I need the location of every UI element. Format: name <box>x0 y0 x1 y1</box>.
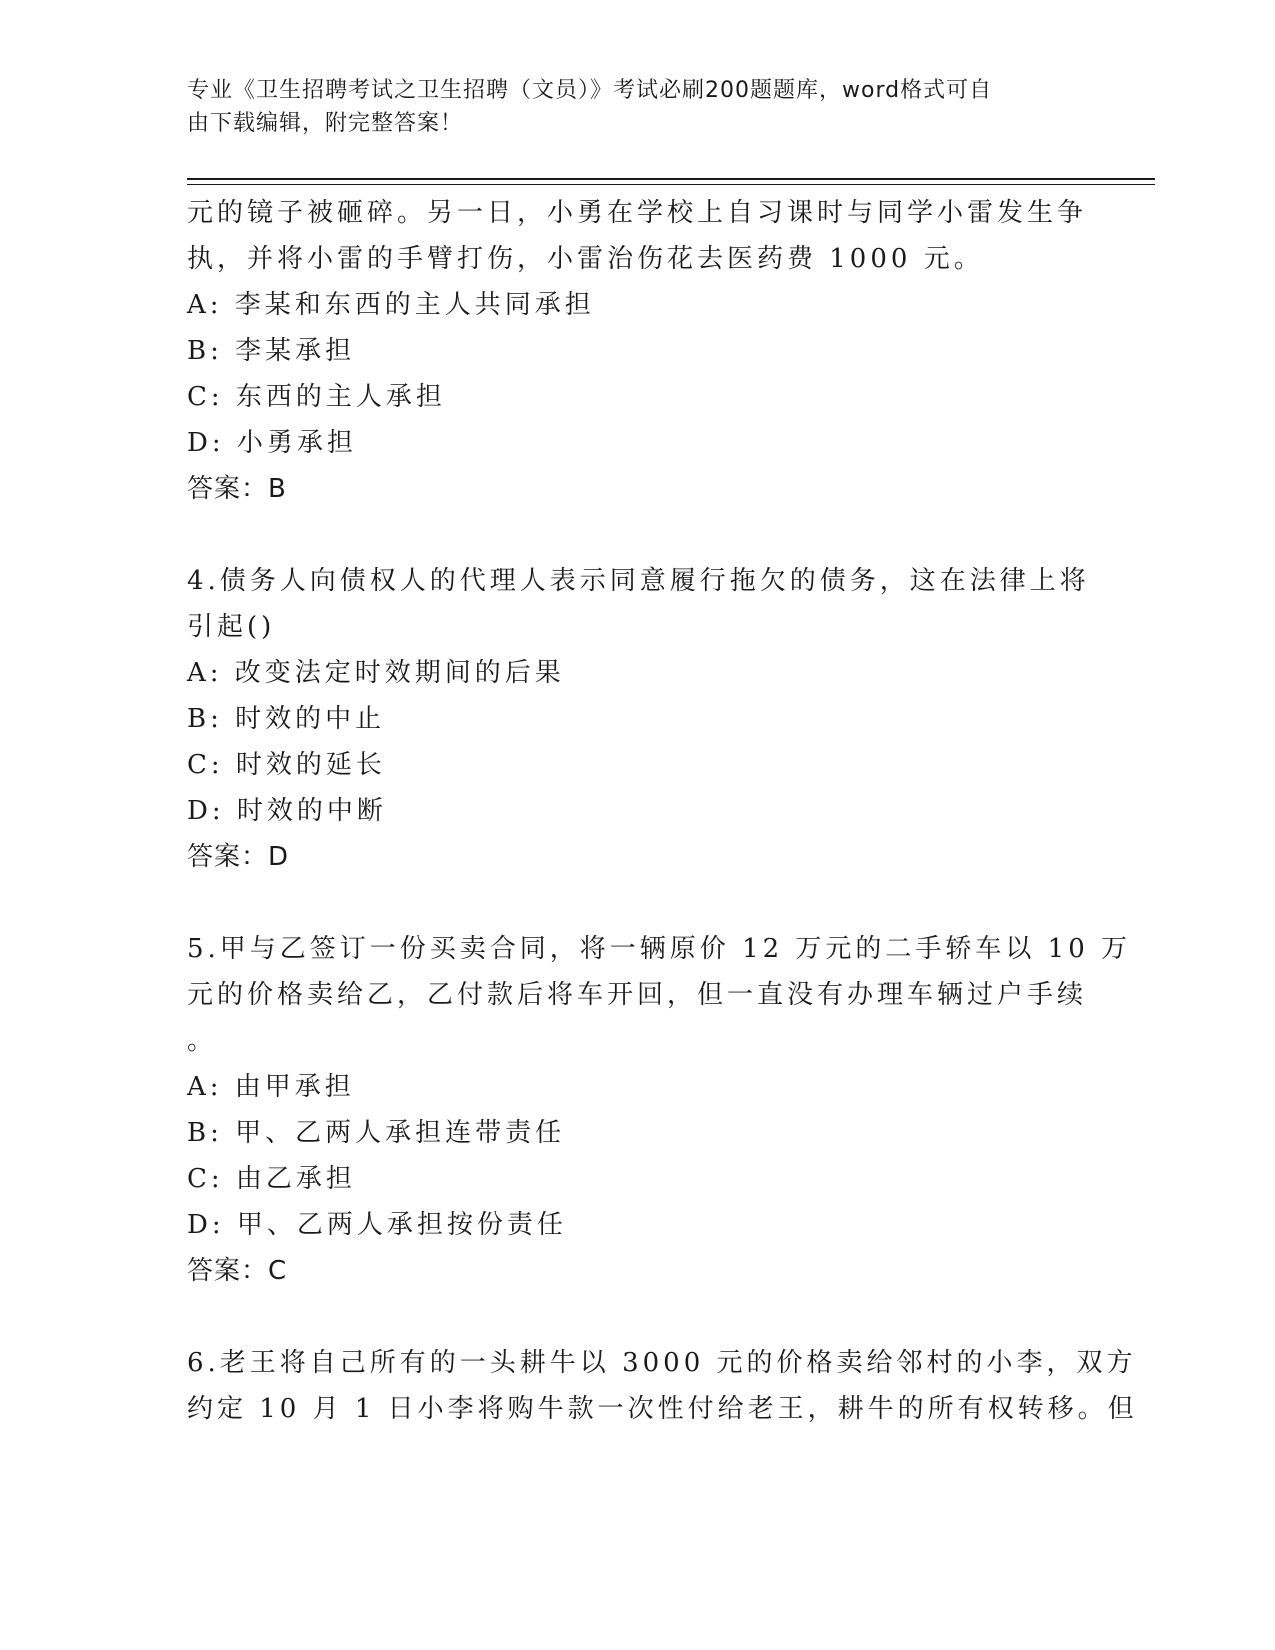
question-4-text-line-2: 引起() <box>187 612 276 642</box>
question-5-answer: 答案：C <box>187 1256 288 1286</box>
spacer <box>187 512 1087 558</box>
question-5-option-c: C: 由乙承担 <box>187 1164 356 1194</box>
question-5-text-line-2: 元的价格卖给乙，乙付款后将车开回，但一直没有办理车辆过户手续 <box>187 980 1088 1010</box>
question-6-text-line-2: 约定 10 月 1 日小李将购牛款一次性付给老王，耕牛的所有权转移。但 <box>187 1394 1138 1424</box>
question-3-answer: 答案：B <box>187 474 287 504</box>
header-divider-thin <box>187 184 1155 185</box>
question-4-option-b: B: 时效的中止 <box>187 704 386 734</box>
question-3-option-b: B: 李某承担 <box>187 336 356 366</box>
document-header <box>187 74 1067 140</box>
question-3-option-a: A: 李某和东西的主人共同承担 <box>187 290 595 320</box>
spacer <box>187 1294 1087 1340</box>
question-4-block <box>187 558 1090 880</box>
question-4-answer: 答案：D <box>187 842 290 872</box>
question-3-block <box>187 190 1087 512</box>
question-5-option-a: A: 由甲承担 <box>187 1072 355 1102</box>
question-6-text-line-1: 6.老王将自己所有的一头耕牛以 3000 元的价格卖给邻村的小李，双方 <box>187 1348 1137 1378</box>
question-3-option-d: D: 小勇承担 <box>187 428 357 458</box>
question-3-option-c: C: 东西的主人承担 <box>187 382 446 412</box>
question-4-option-a: A: 改变法定时效期间的后果 <box>187 658 565 688</box>
question-5-option-d: D: 甲、乙两人承担按份责任 <box>187 1210 567 1240</box>
question-4-option-c: C: 时效的延长 <box>187 750 386 780</box>
question-5-block <box>187 926 1132 1294</box>
question-3-text-line-1: 元的镜子被砸碎。另一日，小勇在学校上自习课时与同学小雷发生争 <box>187 198 1088 228</box>
spacer <box>187 880 1087 926</box>
header-divider-thick <box>187 178 1155 180</box>
question-6-block <box>187 1340 1138 1432</box>
question-5-text-line-1: 5.甲与乙签订一份买卖合同，将一辆原价 12 万元的二手轿车以 10 万 <box>187 934 1132 964</box>
header-line-2: 由下载编辑，附完整答案！ <box>187 111 464 136</box>
question-5-option-b: B: 甲、乙两人承担连带责任 <box>187 1118 566 1148</box>
question-5-text-line-3: 。 <box>187 1026 218 1056</box>
question-4-text-line-1: 4.债务人向债权人的代理人表示同意履行拖欠的债务，这在法律上将 <box>187 566 1090 596</box>
header-line-1: 专业《卫生招聘考试之卫生招聘（文员）》考试必刷200题题库，word格式可自 <box>187 78 993 103</box>
question-4-option-d: D: 时效的中断 <box>187 796 387 826</box>
question-3-text-line-2: 执，并将小雷的手臂打伤，小雷治伤花去医药费 1000 元。 <box>187 244 984 274</box>
question-content <box>187 190 1138 1432</box>
